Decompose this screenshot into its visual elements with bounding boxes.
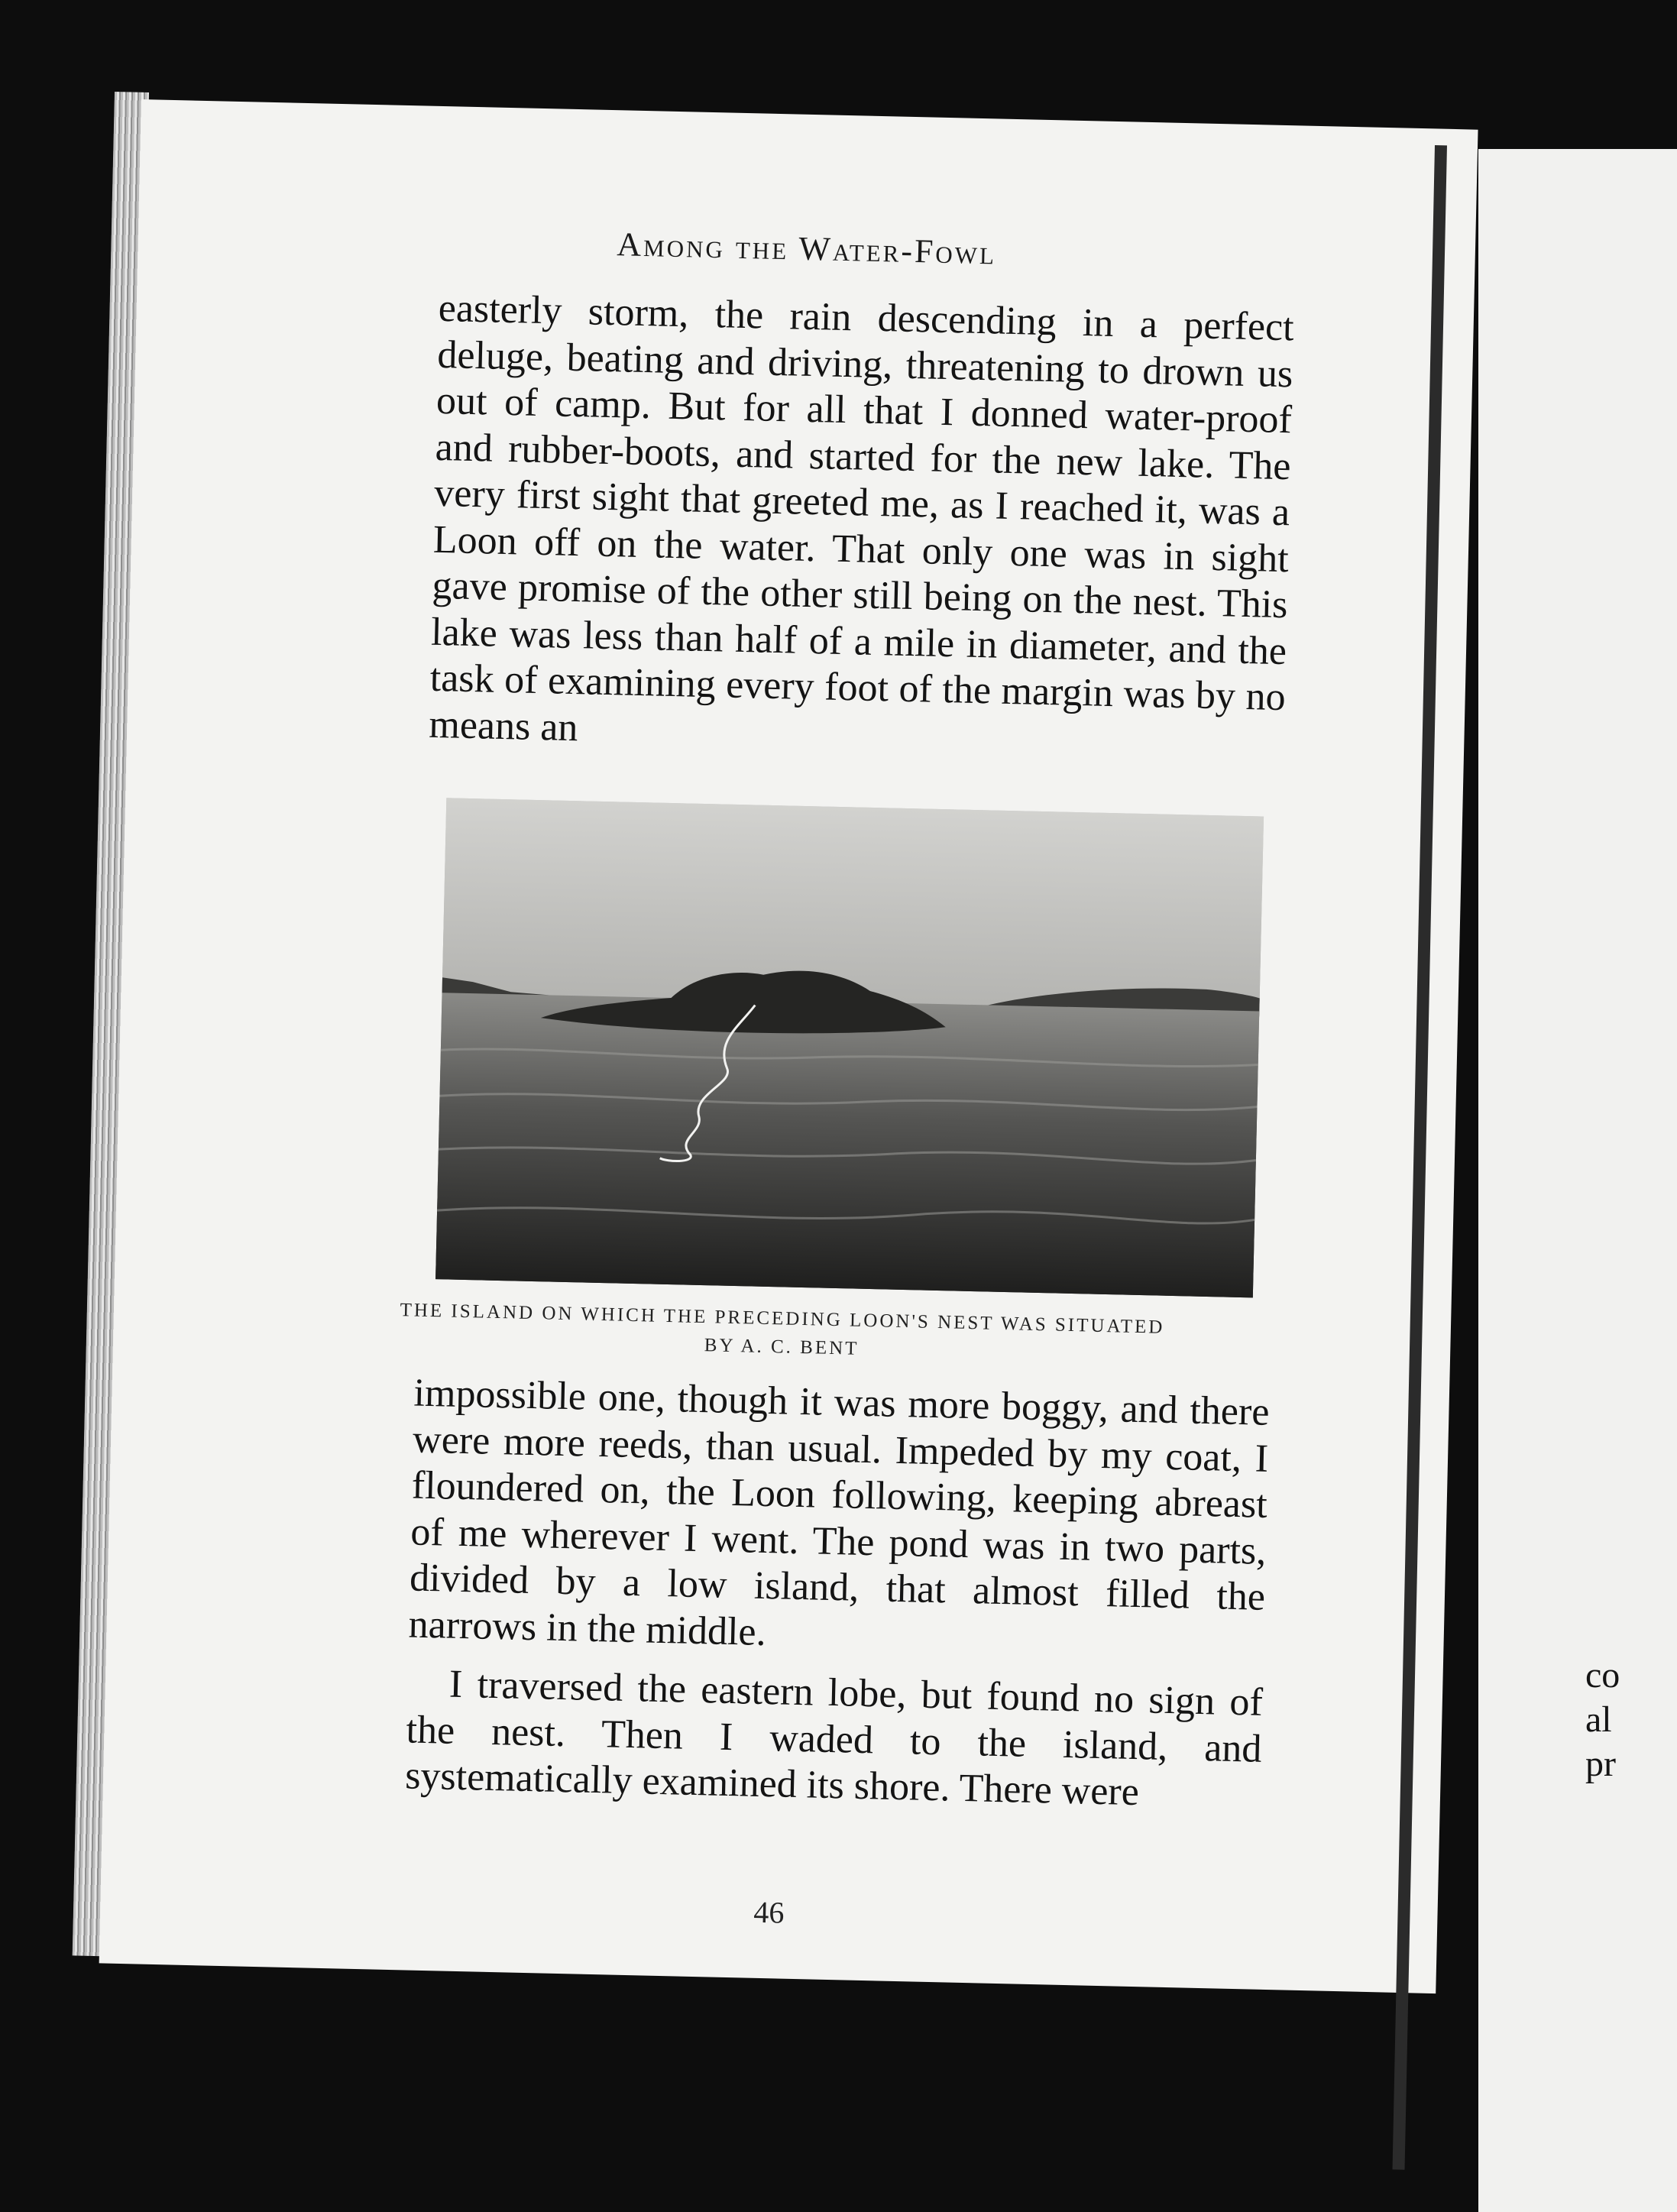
left-page (99, 99, 1478, 1993)
page-number: 46 (753, 1894, 785, 1930)
lake-water (435, 993, 1259, 1297)
right-page-text-fragment: co (1585, 1655, 1620, 1695)
right-page (1478, 149, 1677, 2212)
paragraph: I traversed the eastern lobe, but found no sign of the nest. Then I waded to the island, and systematically examined its shore. There were (404, 1662, 1264, 1815)
plate-credit: BY A. C. BENT (704, 1335, 860, 1359)
plate-caption: THE ISLAND ON WHICH THE PRECEDING LOON'S NEST WAS SITUATED (400, 1300, 1165, 1338)
lake-island-photo (435, 798, 1264, 1297)
running-head: Among the Water-Fowl (616, 225, 997, 272)
paragraph: easterly storm, the rain descending in a perfect deluge, beating and driving, threatening to drown us out of camp. But for all that I donned water-proof and rubber-boots, and started for the new lake. The very first sight that greeted me, as I reached it, was a Loon off on the water. That only one was in sight gave promise of the other still being on the nest. This lake was less than half of a mile in diameter, and the task of examining every foot of the margin was by no means an (428, 286, 1295, 750)
right-page-text-fragment: pr (1585, 1744, 1616, 1784)
paragraph: impossible one, though it was more boggy, and there were more reeds, than usual. Impeded by my coat, I floundered on, the Loon following, keeping abreast of me wherever I went. The pond was in two parts, divided by a low island, that almost filled the narrows in the middle. (408, 1371, 1271, 1654)
right-page-text-fragment: al (1585, 1699, 1612, 1740)
photo-plate (435, 798, 1264, 1297)
